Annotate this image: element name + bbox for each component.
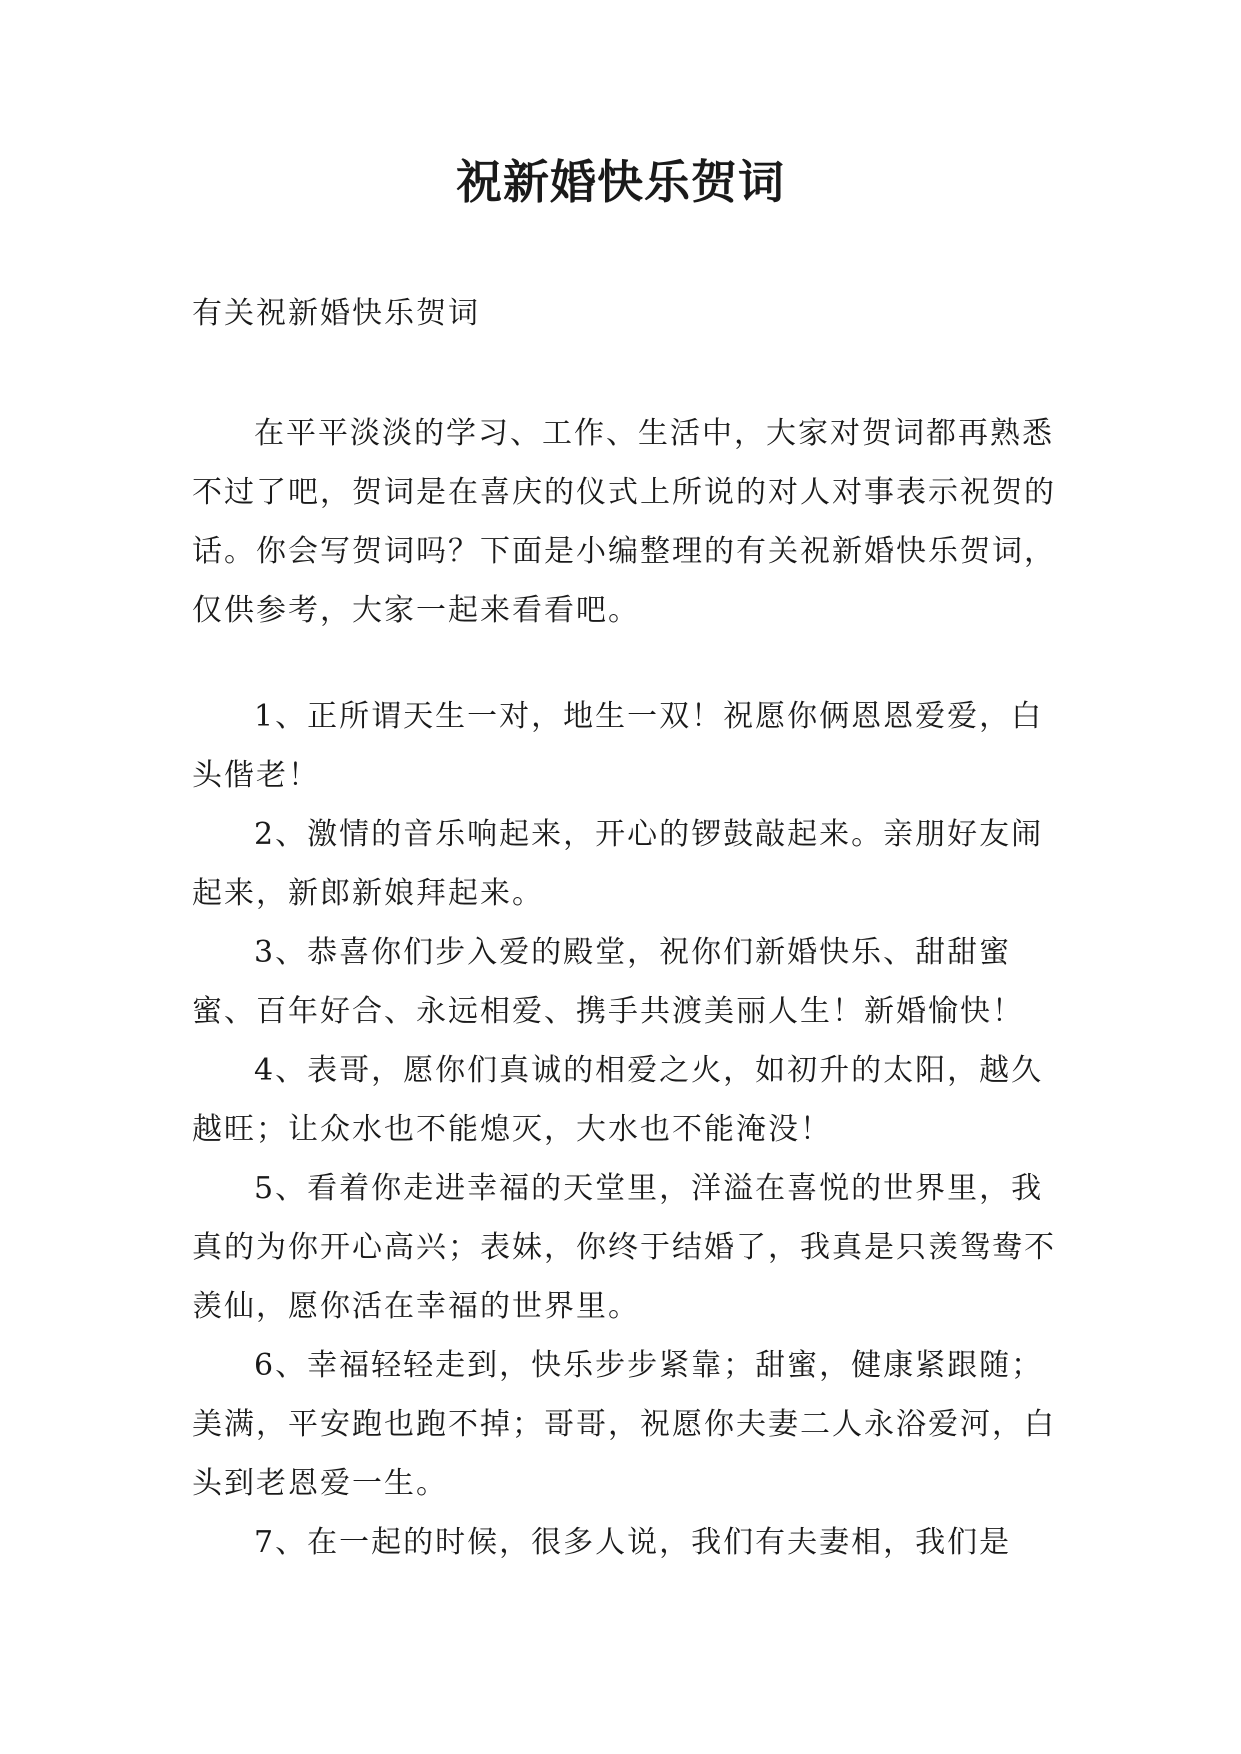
wish-item: 7、在一起的时候，很多人说，我们有夫妻相，我们是 [254,1525,1012,1560]
wish-item: 4、表哥，愿你们真诚的相爱之火，如初升的太阳，越久越旺；让众水也不能熄灭，大水也不能淹没！ [192,1053,1044,1147]
wishes-list [192,687,1062,1572]
wish-item: 1、正所谓天生一对，地生一双！祝愿你俩恩恩爱爱，白头偕老！ [192,699,1044,793]
document-subtitle: 有关祝新婚快乐贺词 [192,296,480,331]
document-title: 祝新婚快乐贺词 [456,155,785,209]
wish-item: 3、恭喜你们步入爱的殿堂，祝你们新婚快乐、甜甜蜜蜜、百年好合、永远相爱、携手共渡美丽人生！新婚愉快！ [192,935,1024,1029]
intro-text: 在平平淡淡的学习、工作、生活中，大家对贺词都再熟悉不过了吧，贺词是在喜庆的仪式上所说的对人对事表示祝贺的话。你会写贺词吗？下面是小编整理的有关祝新婚快乐贺词，仅供参考，大家一起来看看吧。 [192,416,1056,628]
wish-item: 6、幸福轻轻走到，快乐步步紧靠；甜蜜，健康紧跟随；美满，平安跑也跑不掉；哥哥，祝愿你夫妻二人永浴爱河，白头到老恩爱一生。 [192,1348,1056,1501]
wish-item: 5、看着你走进幸福的天堂里，洋溢在喜悦的世界里，我真的为你开心高兴；表妹，你终于结婚了，我真是只羡鸳鸯不羡仙，愿你活在幸福的世界里。 [192,1171,1056,1324]
intro-paragraph [192,404,1062,640]
wish-item: 2、激情的音乐响起来，开心的锣鼓敲起来。亲朋好友闹起来，新郎新娘拜起来。 [192,817,1044,911]
